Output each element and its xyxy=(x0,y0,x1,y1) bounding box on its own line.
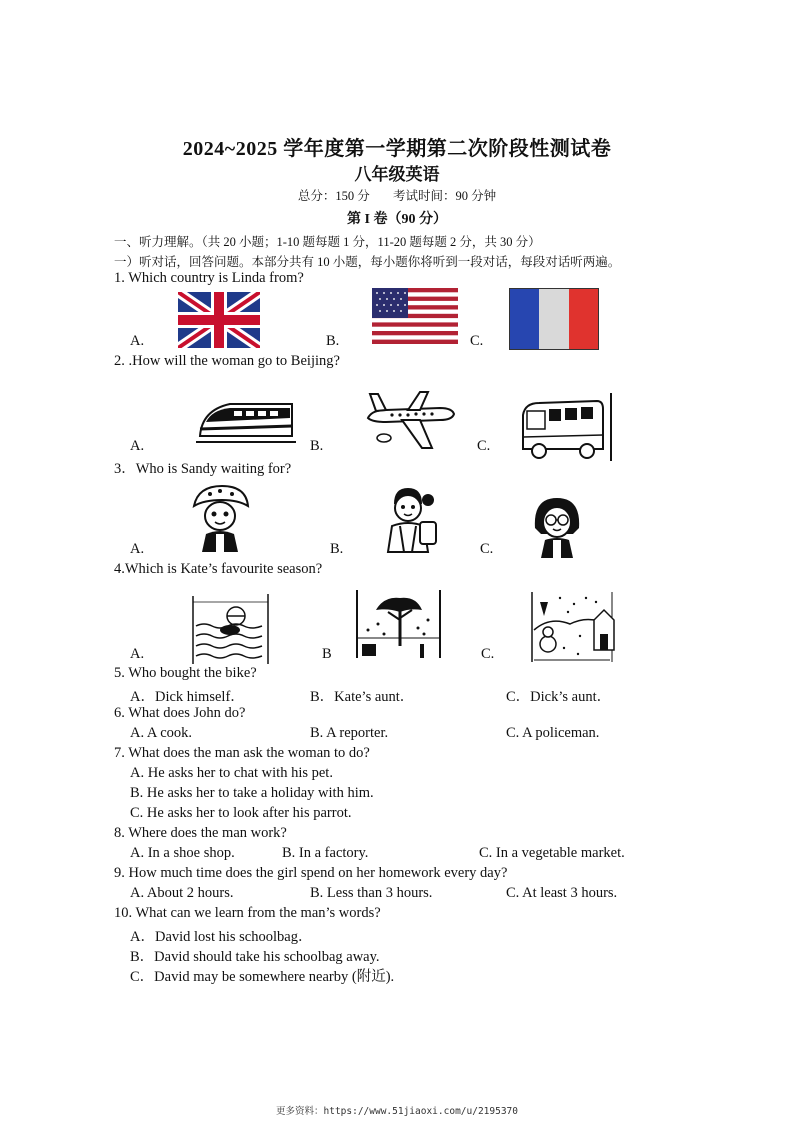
volume-heading: 第 I 卷（90 分） xyxy=(347,212,447,227)
question-9: 9. How much time does the girl spend on her homework every day? xyxy=(114,865,508,881)
total-score: 总分：150 分 xyxy=(297,189,370,203)
q7-option-c: C. He asks her to look after his parrot. xyxy=(130,805,352,821)
q7-option-a: A. He asks her to chat with his pet. xyxy=(130,765,333,781)
q8-option-a: A. In a shoe shop. xyxy=(130,845,235,861)
question-7: 7. What does the man ask the woman to do? xyxy=(114,745,370,761)
uk-flag-icon xyxy=(178,292,260,348)
question-10: 10. What can we learn from the man’s words? xyxy=(114,905,381,921)
section-listening-instructions: 一）听对话，回答问题。本部分共有 10 小题，每小题你将听到一段对话，每段对话听两遍。 xyxy=(114,255,621,269)
q5-option-a: A．Dick himself． xyxy=(130,689,245,705)
girl-with-glasses-icon xyxy=(527,492,587,558)
section-listening-heading: 一、听力理解。（共 20 小题；1-10 题每题 1 分，11-20 题每题 2 分，共 30 分） xyxy=(114,235,541,249)
exam-meta xyxy=(0,186,794,204)
q6-option-b: B. A reporter. xyxy=(310,725,389,741)
q4-option-a-label: A. xyxy=(130,646,145,662)
summer-swimming-icon xyxy=(190,592,272,666)
girl-with-backpack-icon xyxy=(376,482,442,554)
q10-option-a: A．David lost his schoolbag． xyxy=(130,929,313,945)
question-1: 1. Which country is Linda from? xyxy=(114,270,304,286)
q9-option-c: C. At least 3 hours. xyxy=(506,885,618,901)
france-flag-icon xyxy=(509,288,599,350)
q6-option-c: C. A policeman. xyxy=(506,725,600,741)
q2-option-b-label: B. xyxy=(310,438,324,454)
airplane-icon xyxy=(362,388,458,452)
q4-option-b-label: B xyxy=(322,646,332,662)
q2-option-a-label: A. xyxy=(130,438,145,454)
q3-option-b-label: B. xyxy=(330,541,344,557)
q4-option-c-label: C. xyxy=(481,646,495,662)
q5-option-c: C．Dick’s aunt． xyxy=(506,689,612,705)
exam-subtitle: 八年级英语 xyxy=(354,165,440,184)
girl-with-hat-icon xyxy=(188,482,252,554)
q9-option-b: B. Less than 3 hours. xyxy=(310,885,433,901)
autumn-tree-icon xyxy=(354,588,444,660)
exam-time: 考试时间：90 分钟 xyxy=(392,189,497,203)
q2-option-c-label: C. xyxy=(477,438,491,454)
train-icon xyxy=(196,396,296,446)
q7-option-b: B. He asks her to take a holiday with him. xyxy=(130,785,374,801)
us-flag-icon xyxy=(372,288,458,344)
question-5: 5. Who bought the bike? xyxy=(114,665,257,681)
exam-title: 2024~2025 学年度第一学期第二次阶段性测试卷 xyxy=(182,138,612,160)
q8-option-c: C. In a vegetable market. xyxy=(479,845,625,861)
winter-snowman-icon xyxy=(530,590,616,664)
q1-option-c-label: C. xyxy=(470,333,484,349)
q10-option-c: C．David may be somewhere nearby (附近). xyxy=(130,969,395,985)
footer-resource-link[interactable]: 更多资料：https://www.51jiaoxi.com/u/2195370 xyxy=(276,1106,518,1117)
q1-option-b-label: B. xyxy=(326,333,340,349)
q6-option-a: A. A cook. xyxy=(130,725,193,741)
q3-option-c-label: C. xyxy=(480,541,494,557)
question-2: 2. .How will the woman go to Beijing? xyxy=(114,353,340,369)
q1-option-a-label: A. xyxy=(130,333,145,349)
q9-option-a: A. About 2 hours. xyxy=(130,885,234,901)
q3-option-a-label: A. xyxy=(130,541,145,557)
question-4: 4.Which is Kate’s favourite season? xyxy=(114,561,323,577)
q10-option-b: B．David should take his schoolbag away. xyxy=(130,949,380,965)
question-6: 6. What does John do? xyxy=(114,705,246,721)
q8-option-b: B. In a factory. xyxy=(282,845,369,861)
question-3: 3．Who is Sandy waiting for? xyxy=(114,461,292,477)
bus-icon xyxy=(519,393,615,461)
question-8: 8. Where does the man work? xyxy=(114,825,287,841)
q5-option-b: B．Kate’s aunt． xyxy=(310,689,415,705)
